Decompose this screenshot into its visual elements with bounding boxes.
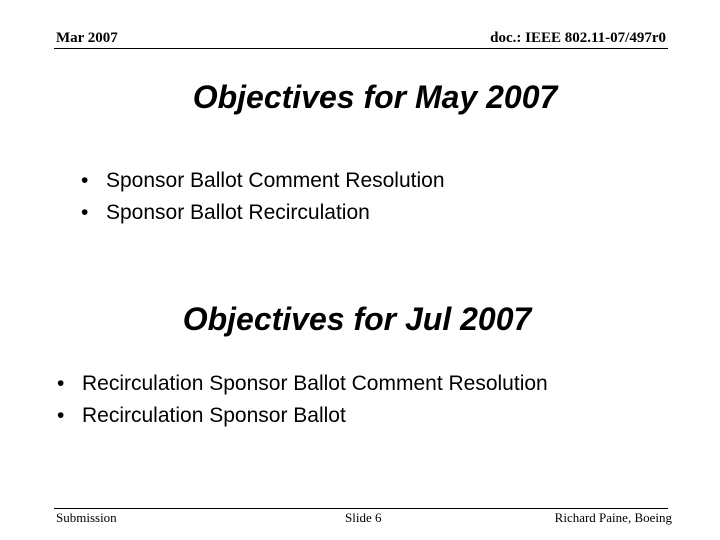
bullet-icon: • xyxy=(57,404,65,427)
footer-submission: Submission xyxy=(56,510,117,525)
bullet-list-jul xyxy=(57,368,548,432)
header-date: Mar 2007 xyxy=(56,30,118,46)
list-item xyxy=(57,400,548,432)
section-title-may: Objectives for May 2007 xyxy=(192,79,558,115)
bullet-icon: • xyxy=(81,169,89,192)
list-item xyxy=(81,165,445,197)
list-item-text: Recirculation Sponsor Ballot Comment Resolution xyxy=(82,372,548,395)
list-item-text: Recirculation Sponsor Ballot xyxy=(82,404,346,427)
bullet-list-may xyxy=(81,165,445,229)
bullet-icon: • xyxy=(81,201,89,224)
footer-divider xyxy=(54,508,668,509)
list-item-text: Sponsor Ballot Comment Resolution xyxy=(106,169,445,192)
list-item xyxy=(81,197,445,229)
bullet-icon: • xyxy=(57,372,65,395)
list-item xyxy=(57,368,548,400)
footer-author: Richard Paine, Boeing xyxy=(554,510,672,525)
section-title-jul: Objectives for Jul 2007 xyxy=(182,301,532,337)
header-divider xyxy=(54,48,668,49)
list-item-text: Sponsor Ballot Recirculation xyxy=(106,201,370,224)
footer-slide-number: Slide 6 xyxy=(345,510,382,525)
header-doc-id: doc.: IEEE 802.11-07/497r0 xyxy=(490,30,666,46)
